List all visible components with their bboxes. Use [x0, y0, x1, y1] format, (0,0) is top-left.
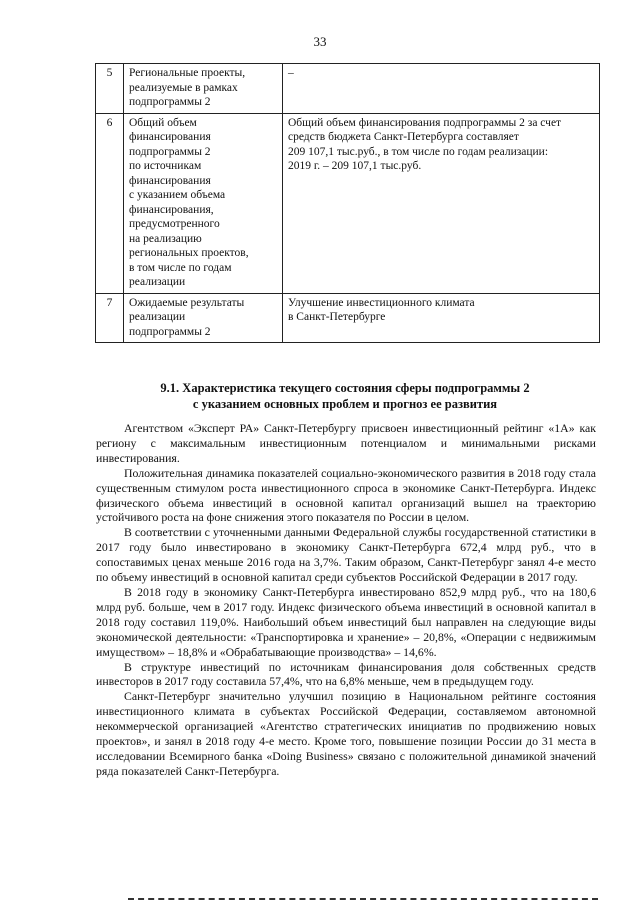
- paragraph: Положительная динамика показателей социально-экономического развития в 2018 году стала существенным стимулом роста инвестиционного спроса в экономике Санкт-Петербурга. Индекс физического объема инвестиций в основной капитал организаций вышел на траекторию устойчивого роста на фоне снижения этого показателя по России в целом.: [96, 465, 596, 525]
- row-value-line: 2019 г. – 209 107,1 тыс.руб.: [288, 160, 422, 172]
- row-number: 6: [96, 113, 124, 293]
- row-name-line: в том числе по годам: [129, 261, 232, 274]
- row-name-line: финансирования: [129, 131, 211, 143]
- row-name-line: региональных проектов,: [129, 247, 249, 259]
- row-name-line: по источникам: [129, 160, 202, 172]
- row-name-cell: [124, 64, 283, 114]
- row-name-line: Общий объем: [129, 116, 197, 129]
- paragraph: Санкт-Петербург значительно улучшил позицию в Национальном рейтинге состояния инвестиционного климата в субъектах Российской Федерации, составляемом автономной некоммерческой организацией «Агентство стратегических инициатив по продвижению новых проектов», и занял в 2018 году 4-е место. Кроме того, повышение позиции России до 31 места в исследовании Всемирного банка «Doing Business» связано с положительной динамикой значений ряда показателей Санкт-Петербурга.: [96, 689, 596, 778]
- row-name-line: на реализацию: [129, 232, 202, 245]
- row-value-line: 209 107,1 тыс.руб., в том числе по годам реализации:: [288, 145, 549, 158]
- section-heading-line: 9.1. Характеристика текущего состояния сферы подпрограммы 2: [160, 381, 530, 395]
- row-name-line: с указанием объема: [129, 189, 226, 201]
- section-heading: [90, 380, 600, 412]
- section-body: [96, 421, 596, 779]
- row-name-line: реализации: [129, 311, 186, 323]
- row-number: 7: [96, 293, 124, 343]
- row-name-line: предусмотренного: [129, 218, 220, 230]
- row-name-line: реализуемые в рамках: [129, 81, 238, 94]
- row-name-line: Региональные проекты,: [129, 67, 246, 79]
- row-name-line: подпрограммы 2: [129, 325, 211, 338]
- row-name-line: подпрограммы 2: [129, 145, 211, 158]
- row-value-cell: [283, 293, 600, 343]
- row-value-cell: [283, 64, 600, 114]
- section-heading-line: с указанием основных проблем и прогноз ее развития: [192, 397, 498, 411]
- row-value-line: в Санкт-Петербурге: [288, 311, 386, 323]
- row-name-cell: [124, 293, 283, 343]
- row-value-line: средств бюджета Санкт-Петербурга составляет: [288, 131, 519, 143]
- paragraph: В структуре инвестиций по источникам финансирования доля собственных средств инвесторов в 2017 году составила 57,4%, что на 6,8% меньше, чем в предыдущем году.: [96, 659, 596, 689]
- row-number: 5: [96, 64, 124, 114]
- paragraph: В соответствии с уточненными данными Федеральной службы государственной статистики в 2017 году было инвестировано в экономику Санкт-Петербурга 672,4 млрд руб., что в сопоставимых ценах меньше 2016 года на 3,7%. Таким образом, Санкт-Петербург занял 4-е место по объему инвестиций в основной капитал среди субъектов Российской Федерации в 2017 году.: [96, 525, 596, 585]
- row-value-line: Улучшение инвестиционного климата: [288, 296, 475, 309]
- row-name-line: Ожидаемые результаты: [129, 296, 245, 309]
- subprogram-passport-table: [95, 63, 600, 343]
- paragraph: В 2018 году в экономику Санкт-Петербурга инвестировано 852,9 млрд руб., что на 180,6 млрд руб. больше, чем в 2017 году. Индекс физического объема инвестиций в основной капитал в 2018 году составил 119,0%. Наибольший объем инвестиций был направлен на следующие виды экономической деятельности: «Транспортировка и хранение» – 20,8%, «Операции с недвижимым имуществом» – 18,8% и «Обрабатывающие производства» – 14,6%.: [96, 584, 596, 659]
- row-value-line: Общий объем финансирования подпрограммы 2 за счет: [288, 116, 562, 129]
- row-name-line: подпрограммы 2: [129, 96, 211, 108]
- row-value-cell: [283, 113, 600, 293]
- footer-dashed-line: [128, 898, 598, 903]
- row-name-cell: [124, 113, 283, 293]
- table-row: [96, 113, 600, 293]
- table-row: [96, 64, 600, 114]
- row-name-line: реализации: [129, 276, 186, 288]
- row-value-line: –: [288, 67, 294, 79]
- paragraph: Агентством «Эксперт РА» Санкт-Петербургу присвоен инвестиционный рейтинг «1А» как региону с максимальным инвестиционным потенциалом и минимальными рисками инвестирования.: [96, 421, 596, 465]
- page-number: 33: [313, 34, 327, 49]
- row-name-line: финансирования,: [129, 203, 214, 216]
- row-name-line: финансирования: [129, 174, 211, 187]
- table-row: [96, 293, 600, 343]
